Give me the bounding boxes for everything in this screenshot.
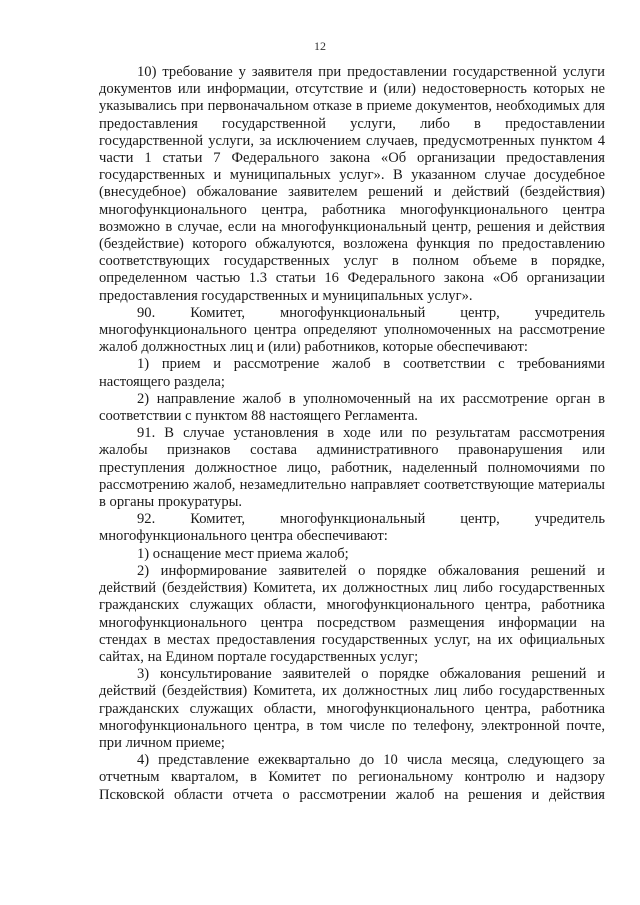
paragraph-10-requirement: 10) требование у заявителя при предоставлении государственной услуги документов или информации, отсутствие и (или) недостоверность которых не указывались при первоначальном отказе в приеме документов, необходимых для предоставления государственной услуги, либо в предоставлении государственной услуги, за исключением случаев, предусмотренных пунктом 4 части 1 статьи 7 Федерального закона «Об организации предоставления государственных и муниципальных услуг». В указанном случае досудебное (внесудебное) обжалование заявителем решений и действий (бездействия) многофункционального центра, работника многофункционального центра возможно в случае, если на многофункциональный центр, решения и действия (бездействие) которого обжалуются, возложена функция по предоставлению соответствующих государственных услуг в полном объеме в порядке, определенном частью 1.3 статьи 16 Федерального закона «Об организации предоставления государственных и муниципальных услуг». — [99, 64, 605, 304]
paragraph-90-item-1: 1) прием и рассмотрение жалоб в соответствии с требованиями настоящего раздела; — [99, 356, 605, 390]
paragraph-91: 91. В случае установления в ходе или по результатам рассмотрения жалобы признаков состава административного правонарушения или преступления должностное лицо, работник, наделенный полномочиями по рассмотрению жалоб, незамедлительно направляет соответствующие материалы в органы прокуратуры. — [99, 425, 605, 511]
paragraph-92-item-2: 2) информирование заявителей о порядке обжалования решений и действий (бездействия) Комитета, их должностных лиц либо государственных гражданских служащих области, многофункционального центра, работника многофункционального центра посредством размещения информации на стендах в местах предоставления государственных услуг, на их официальных сайтах, на Едином портале государственных услуг; — [99, 562, 605, 665]
document-body — [99, 64, 605, 804]
paragraph-90: 90. Комитет, многофункциональный центр, учредитель многофункционального центра определяют уполномоченных на рассмотрение жалоб должностных лиц и (или) работников, которые обеспечивают: — [99, 304, 605, 356]
paragraph-92-item-3: 3) консультирование заявителей о порядке обжалования решений и действий (бездействия) Комитета, их должностных лиц либо государственных гражданских служащих области, многофункционального центра, работника многофункционального центра, в том числе по телефону, электронной почте, при личном приеме; — [99, 666, 605, 751]
paragraph-92: 92. Комитет, многофункциональный центр, учредитель многофункционального центра обеспечивают: — [99, 511, 605, 545]
paragraph-92-item-4: 4) представление ежеквартально до 10 числа месяца, следующего за отчетным кварталом, в Комитет по региональному контролю и надзору Псковской области отчета о рассмотрении жалоб на решения и действия — [99, 752, 605, 803]
page-number: 12 — [314, 39, 326, 53]
paragraph-90-item-2: 2) направление жалоб в уполномоченный на их рассмотрение орган в соответствии с пунктом 88 настоящего Регламента. — [99, 390, 605, 425]
paragraph-92-item-1: 1) оснащение мест приема жалоб; — [137, 545, 349, 562]
